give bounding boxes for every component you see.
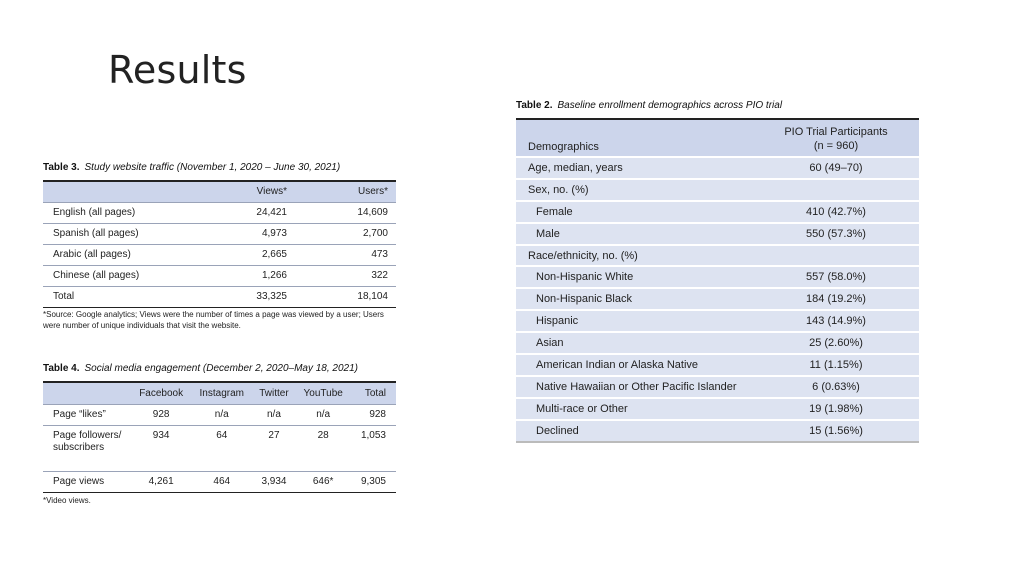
row-value: 550 (57.3%)	[806, 227, 866, 240]
column-header-instagram: Instagram	[199, 387, 244, 399]
table-row	[516, 223, 919, 245]
table2-label: Table 2.	[516, 100, 553, 111]
row-value	[753, 179, 919, 201]
column-header-total: Total	[364, 387, 386, 399]
row-value: 184 (19.2%)	[806, 293, 866, 306]
cell: 64	[216, 429, 228, 441]
cell: 28	[317, 429, 329, 441]
table-row	[516, 310, 919, 332]
table3-caption	[43, 162, 340, 173]
row-value: 6 (0.63%)	[812, 380, 860, 393]
table-row	[516, 288, 919, 310]
table-row	[43, 265, 396, 286]
table-row	[516, 179, 919, 201]
participants-header-n: (n = 960)	[813, 140, 859, 152]
cell-users: 18,104	[357, 291, 388, 302]
table4-label: Table 4.	[43, 363, 80, 374]
cell: 464	[213, 475, 231, 487]
row-label: Race/ethnicity, no. (%)	[528, 249, 638, 262]
table3-title: Study website traffic (November 1, 2020 – June 30, 2021)	[84, 162, 341, 173]
table-row	[43, 425, 396, 471]
row-value: 11 (1.15%)	[809, 358, 863, 371]
row-label: Sex, no. (%)	[528, 183, 589, 196]
row-label: Spanish (all pages)	[53, 228, 139, 239]
table4-title: Social media engagement (December 2, 2020–May 18, 2021)	[84, 363, 358, 374]
row-value: 410 (42.7%)	[806, 205, 866, 218]
slide-title: Results	[108, 48, 247, 92]
cell-total: 928	[369, 408, 386, 420]
table-row	[43, 223, 396, 244]
cell-users: 14,609	[357, 207, 388, 218]
website-traffic-table	[43, 180, 396, 308]
row-label: Total	[53, 291, 75, 302]
cell-views: 4,973	[261, 228, 287, 239]
table-row	[43, 244, 396, 265]
row-value: 557 (58.0%)	[806, 271, 866, 284]
table-row	[516, 157, 919, 179]
table-row	[516, 245, 919, 267]
row-value: 15 (1.56%)	[809, 424, 863, 437]
row-value: 25 (2.60%)	[809, 337, 863, 350]
row-value: 19 (1.98%)	[809, 402, 863, 415]
row-label: Non-Hispanic White	[536, 271, 634, 284]
row-label: American Indian or Alaska Native	[536, 358, 699, 371]
cell-total: 1,053	[360, 429, 386, 441]
cell: 27	[268, 429, 280, 441]
cell-views: 33,325	[256, 291, 287, 302]
row-label: Multi-race or Other	[536, 402, 628, 415]
row-label: Page views	[53, 475, 105, 487]
cell-users: 473	[371, 249, 388, 260]
cell: n/a	[316, 408, 331, 420]
row-label: Declined	[536, 424, 579, 437]
cell: 3,934	[261, 475, 287, 487]
column-header-twitter: Twitter	[259, 387, 289, 399]
row-label: Asian	[536, 337, 564, 350]
table2-title: Baseline enrollment demographics across PIO trial	[557, 100, 783, 111]
row-label: Chinese (all pages)	[53, 270, 140, 281]
row-label: Age, median, years	[528, 161, 623, 174]
demographics-table	[516, 118, 919, 443]
footnote-line: were number of unique individuals that visit the website.	[43, 321, 241, 330]
column-header-participants	[753, 119, 919, 157]
cell-users: 2,700	[362, 228, 388, 239]
row-label: Female	[536, 205, 573, 218]
cell-views: 24,421	[256, 207, 287, 218]
column-header-facebook: Facebook	[139, 387, 184, 399]
table-header-row	[516, 119, 919, 157]
column-header-youtube: YouTube	[303, 387, 343, 399]
table-row	[43, 202, 396, 223]
table-row	[516, 354, 919, 376]
table-row	[516, 398, 919, 420]
row-label: Hispanic	[536, 315, 579, 328]
table-row	[516, 201, 919, 223]
row-label: Male	[536, 227, 560, 240]
table4-caption	[43, 363, 358, 374]
cell: 646*	[312, 475, 334, 487]
table-row	[516, 266, 919, 288]
row-label: Non-Hispanic Black	[536, 293, 632, 306]
column-header-demographics: Demographics	[528, 141, 599, 153]
row-label: Native Hawaiian or Other Pacific Islander	[536, 380, 737, 393]
participants-header-line: PIO Trial Participants	[784, 126, 888, 138]
cell-views: 1,266	[261, 270, 287, 281]
row-label: Arabic (all pages)	[53, 249, 131, 260]
column-header	[43, 382, 131, 404]
table-row	[516, 332, 919, 354]
column-header-views: Views*	[256, 186, 287, 198]
table-row	[43, 404, 396, 425]
column-header-users: Users*	[357, 186, 388, 198]
cell: 4,261	[148, 475, 174, 487]
row-label: English (all pages)	[53, 207, 136, 218]
social-media-table	[43, 381, 396, 493]
row-value: 60 (49–70)	[809, 161, 863, 174]
table-row	[516, 420, 919, 442]
table3-footnote	[43, 309, 403, 331]
cell: 928	[152, 408, 170, 420]
cell-total: 9,305	[360, 475, 386, 487]
table-row	[43, 471, 396, 492]
table-header-row	[43, 181, 396, 202]
total-row	[43, 286, 396, 307]
cell-users: 322	[371, 270, 388, 281]
cell: n/a	[214, 408, 229, 420]
table-header-row	[43, 382, 396, 404]
cell-views: 2,665	[261, 249, 287, 260]
row-label: Page “likes”	[53, 408, 106, 420]
row-value	[753, 245, 919, 267]
row-label: Page followers/ subscribers	[53, 429, 122, 453]
cell: n/a	[267, 408, 281, 420]
footnote-line: *Source: Google analytics; Views were the number of times a page was viewed by a user; Users	[43, 310, 384, 319]
table3-label: Table 3.	[43, 162, 80, 173]
column-header	[43, 181, 209, 202]
table2-caption	[516, 100, 782, 111]
cell: 934	[152, 429, 170, 441]
row-value: 143 (14.9%)	[806, 315, 866, 328]
table4-footnote: *Video views.	[43, 496, 91, 505]
table-row	[516, 376, 919, 398]
